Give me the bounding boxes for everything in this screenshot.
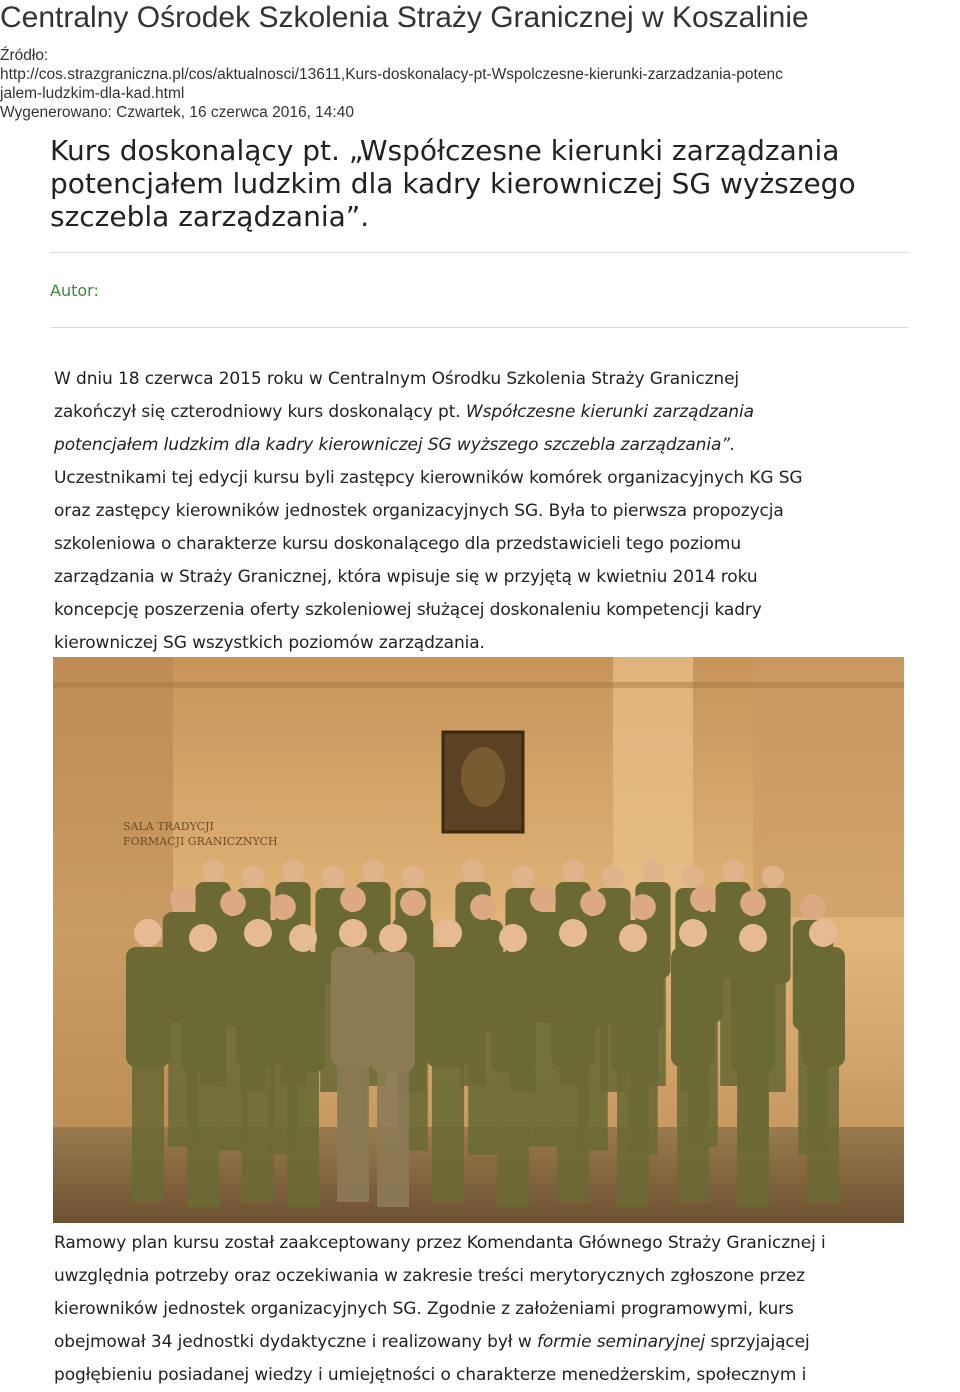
- article-title: [50, 134, 910, 233]
- paragraph-line: zarządzania w Straży Granicznej, która wpisuje się w przyjętą w kwietniu 2014 roku: [54, 567, 758, 587]
- paragraph-text: sprzyjającej: [705, 1332, 810, 1352]
- paragraph-line: [54, 429, 914, 462]
- paragraph-line: Ramowy plan kursu został zaakceptowany przez Komendanta Głównego Straży Granicznej i: [54, 1233, 826, 1253]
- person-figure: [731, 924, 775, 1207]
- divider-bottom: [50, 327, 908, 328]
- source-url-line-1[interactable]: http://cos.strazgraniczna.pl/cos/aktualnosci/13611,Kurs-doskonalacy-pt-Wspolczesne-kierunki-zarzadzania-potenc: [0, 66, 783, 83]
- article-title-line: Kurs doskonalący pt. „Współczesne kierunki zarządzania: [50, 134, 840, 167]
- divider-top: [50, 252, 908, 253]
- paragraph-line: kierowniczej SG wszystkich poziomów zarządzania.: [54, 633, 485, 653]
- person-figure: [801, 919, 845, 1202]
- paragraph-line: Uczestnikami tej edycji kursu byli zastępcy kierowników komórek organizacyjnych KG SG: [54, 468, 803, 488]
- person-figure: [671, 919, 715, 1202]
- article-paragraph-1: [54, 363, 914, 660]
- plaque-text: FORMACJI GRANICZNYCH: [123, 835, 278, 848]
- course-title-italic: Współczesne kierunki zarządzania: [465, 402, 754, 422]
- article-title-line: szczebla zarządzania”.: [50, 200, 370, 233]
- site-title: Centralny Ośrodek Szkolenia Straży Granicznej w Koszalinie: [0, 1, 809, 34]
- author-label: Autor:: [50, 281, 99, 300]
- document-meta: [0, 46, 960, 122]
- person-figure: [181, 924, 225, 1207]
- source-url-line-2[interactable]: jalem-ludzkim-dla-kad.html: [0, 85, 185, 102]
- paragraph-line: koncepcję poszerzenia oferty szkoleniowej służącej doskonaleniu kompetencji kadry: [54, 600, 762, 620]
- person-figure: [236, 919, 280, 1202]
- paragraph-line: kierowników jednostek organizacyjnych SG. Zgodnie z założeniami programowymi, kurs: [54, 1299, 794, 1319]
- paragraph-line: pogłębieniu posiadanej wiedzy i umiejętności o charakterze menedżerskim, społecznym i: [54, 1365, 807, 1385]
- group-photo: [53, 657, 904, 1223]
- person-figure: [551, 919, 595, 1202]
- paragraph-line: uwzględnia potrzeby oraz oczekiwania w zakresie treści merytorycznych zgłoszone przez: [54, 1266, 805, 1286]
- paragraph-line: [54, 396, 914, 429]
- person-figure: [491, 924, 535, 1207]
- source-label: Źródło:: [0, 47, 49, 64]
- paragraph-line: oraz zastępcy kierowników jednostek organizacyjnych SG. Była to pierwsza propozycja: [54, 501, 784, 521]
- person-figure: [331, 919, 375, 1202]
- group-photo-illustration: [53, 657, 904, 1223]
- paragraph-line: W dniu 18 czerwca 2015 roku w Centralnym Ośrodku Szkolenia Straży Granicznej: [54, 369, 740, 389]
- person-figure: [426, 919, 470, 1202]
- paragraph-text: obejmował 34 jednostki dydaktyczne i realizowany był w: [54, 1332, 537, 1352]
- course-title-italic: potencjałem ludzkim dla kadry kierowniczej SG wyższego szczebla zarządzania”.: [54, 435, 736, 455]
- person-figure: [371, 924, 415, 1207]
- article-paragraph-2: [54, 1227, 914, 1392]
- article-title-line: potencjałem ludzkim dla kadry kierowniczej SG wyższego: [50, 167, 856, 200]
- paragraph-line: szkoleniowa o charakterze kursu doskonalącego dla przedstawicieli tego poziomu: [54, 534, 741, 554]
- plaque-text: SALA TRADYCJI: [123, 820, 214, 833]
- generated-date: Wygenerowano: Czwartek, 16 czerwca 2016, 14:40: [0, 104, 354, 121]
- seminar-form-italic: formie seminaryjnej: [536, 1332, 706, 1352]
- person-figure: [611, 924, 655, 1207]
- paragraph-line: [54, 1326, 914, 1359]
- person-figure: [281, 924, 325, 1207]
- person-figure: [126, 919, 170, 1202]
- paragraph-text: zakończył się czterodniowy kurs doskonalący pt.: [54, 402, 466, 422]
